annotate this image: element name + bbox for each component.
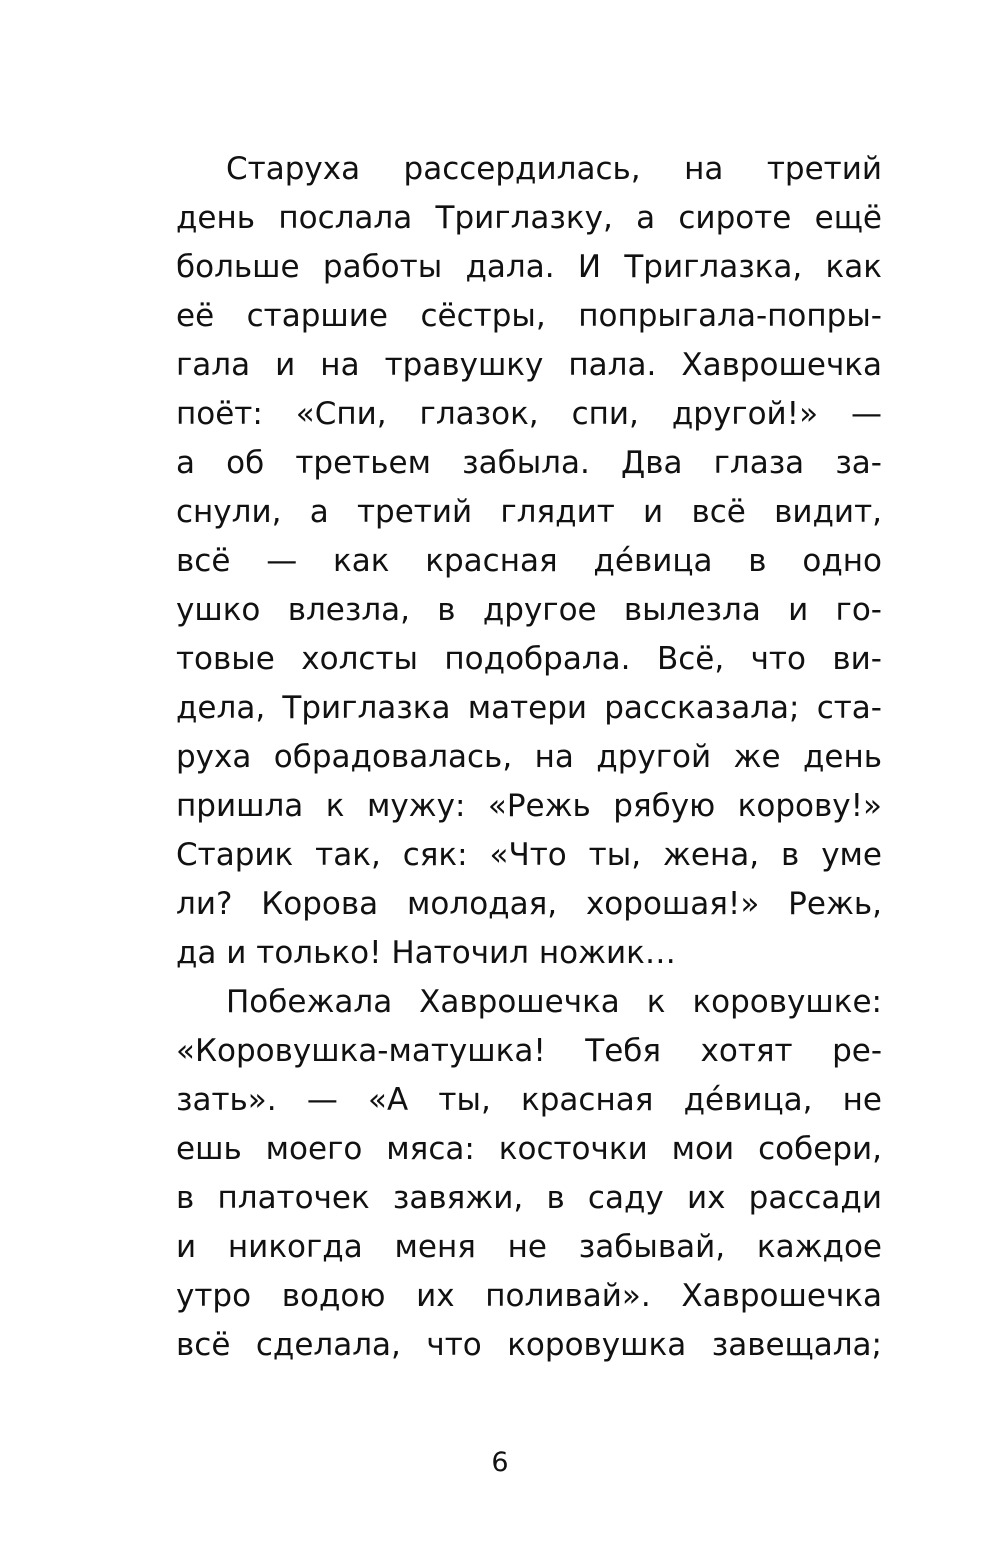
text-line: руха обрадовалась, на другой же день [176, 739, 882, 775]
text-line: Побежала Хаврошечка к коровушке: [226, 984, 882, 1020]
text-line: пришла к мужу: «Режь рябую корову!» [176, 788, 882, 824]
text-line: да и только! Наточил ножик… [176, 935, 676, 971]
page-number: 6 [491, 1447, 509, 1478]
text-line: всё — как красная де́вица в одно [176, 543, 882, 579]
text-line: гала и на травушку пала. Хаврошечка [176, 347, 882, 383]
text-line: а об третьем забыла. Два глаза за- [176, 445, 882, 481]
text-line: товые холсты подобрала. Всё, что ви- [176, 641, 882, 677]
text-line: ли? Корова молодая, хорошая!» Режь, [176, 886, 882, 922]
text-line: зать». — «А ты, красная де́вица, не [176, 1082, 882, 1118]
text-line: больше работы дала. И Триглазка, как [176, 249, 882, 285]
text-line: Старик так, сяк: «Что ты, жена, в уме [176, 837, 882, 873]
text-line: утро водою их поливай». Хаврошечка [176, 1278, 882, 1314]
text-line: дела, Триглазка матери рассказала; ста- [176, 690, 882, 726]
text-line: ушко влезла, в другое вылезла и го- [176, 592, 882, 628]
text-line: «Коровушка-матушка! Тебя хотят ре- [176, 1033, 882, 1069]
text-line: всё сделала, что коровушка завещала; [176, 1327, 882, 1363]
text-line: день послала Триглазку, а сироте ещё [176, 200, 882, 236]
text-line: в платочек завяжи, в саду их рассади [176, 1180, 882, 1216]
text-line: и никогда меня не забывай, каждое [176, 1229, 882, 1265]
text-line: снули, а третий глядит и всё видит, [176, 494, 882, 530]
text-line: её старшие сёстры, попрыгала-попры- [176, 298, 882, 334]
text-line: Старуха рассердилась, на третий [226, 151, 882, 187]
body-text [176, 145, 882, 1370]
text-line: ешь моего мяса: косточки мои собери, [176, 1131, 882, 1167]
text-line: поёт: «Спи, глазок, спи, другой!» — [176, 396, 882, 432]
